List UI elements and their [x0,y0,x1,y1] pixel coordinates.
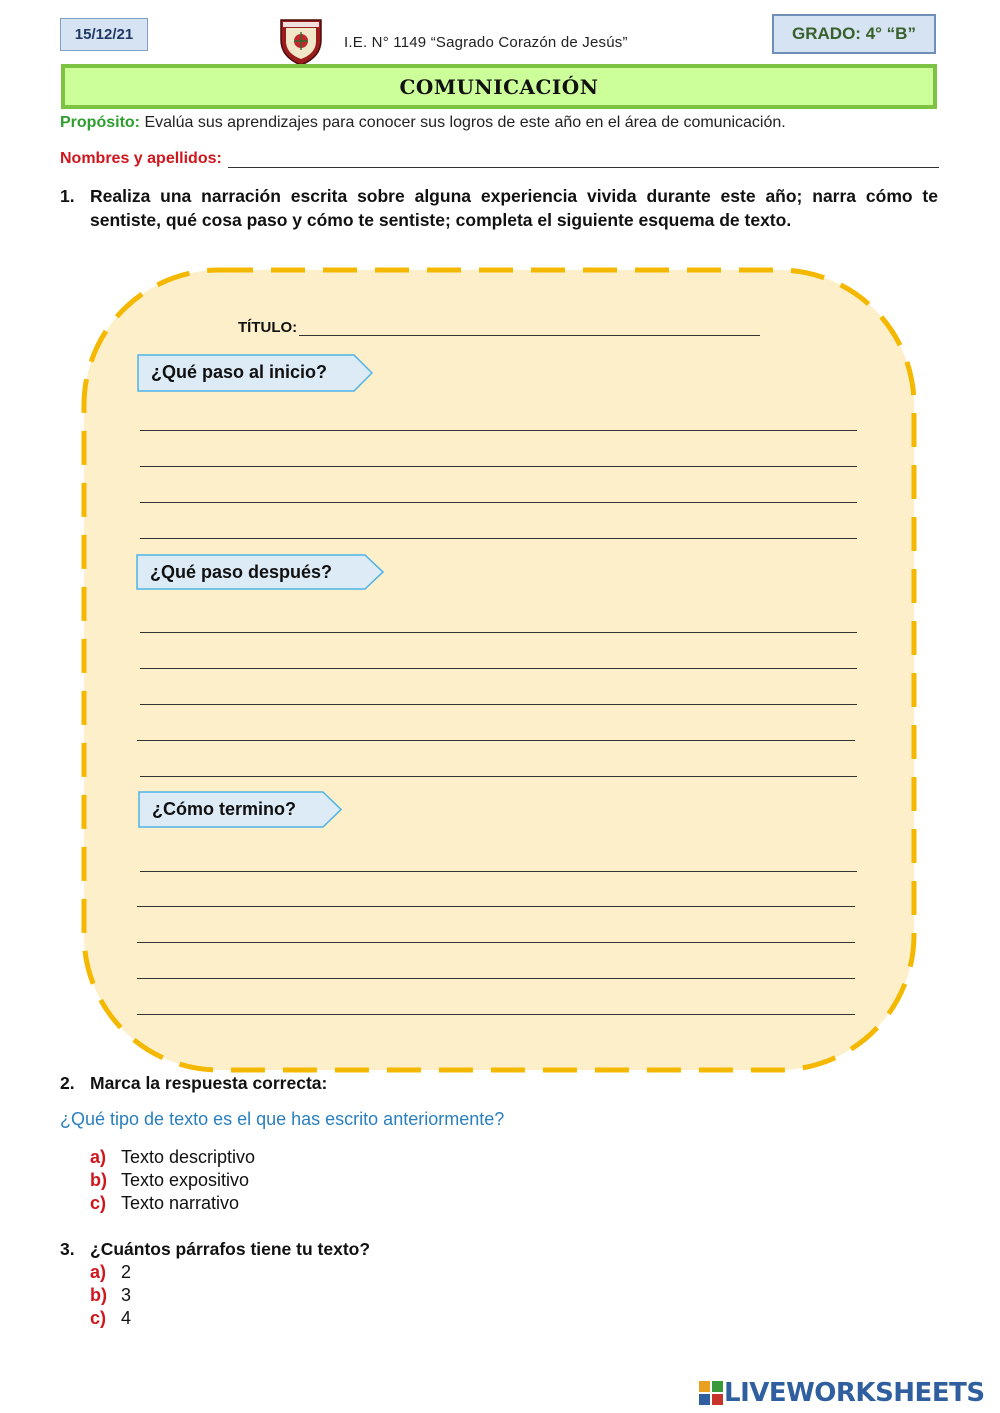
question-1 [60,185,938,232]
title-input-line[interactable] [299,321,760,336]
section-tag-despues-label: ¿Qué paso después? [150,562,333,582]
brand-name: LIVEWORKSHEETS [724,1378,985,1408]
writing-line[interactable] [137,1014,855,1015]
purpose-text: Evalúa sus aprendizajes para conocer sus logros de este año en el área de comunicación. [140,114,786,131]
purpose-label: Propósito: [60,114,140,131]
writing-line[interactable] [140,466,857,467]
liveworksheets-logo-icon [698,1380,724,1406]
names-field[interactable] [60,150,939,168]
question-3 [60,1239,370,1260]
writing-line[interactable] [140,668,857,669]
school-crest-icon [275,14,327,66]
option-c[interactable]: c) 4 [90,1308,132,1328]
subject-title: COMUNICACIÓN [61,64,937,109]
grade-box: GRADO: 4° “B” [772,14,936,54]
question-3-text: ¿Cuántos párrafos tiene tu texto? [90,1239,371,1259]
question-2-number: 2. [60,1073,75,1093]
section-tag-termino-label: ¿Cómo termino? [152,799,296,819]
section-tag-termino [138,791,342,828]
names-label: Nombres y apellidos: [60,150,222,167]
option-c[interactable]: c) Texto narrativo [90,1193,240,1213]
writing-line[interactable] [137,906,855,907]
writing-line[interactable] [140,704,857,705]
option-b[interactable]: b) 3 [90,1285,132,1305]
writing-line[interactable] [140,430,857,431]
writing-line[interactable] [137,942,855,943]
question-3-options [90,1261,131,1330]
writing-line[interactable] [140,871,857,872]
question-2 [60,1073,327,1094]
writing-line[interactable] [140,538,857,539]
liveworksheets-brand [698,1378,985,1408]
names-input-line[interactable] [228,153,939,168]
question-2-prompt: ¿Qué tipo de texto es el que has escrito anteriormente? [60,1109,505,1129]
school-name: I.E. N° 1149 “Sagrado Corazón de Jesús” [344,34,628,51]
section-tag-inicio-label: ¿Qué paso al inicio? [151,362,328,382]
title-field[interactable] [238,319,760,336]
purpose-line [60,114,786,132]
option-a[interactable]: a) 2 [90,1262,132,1282]
question-2-text: Marca la respuesta correcta: [90,1073,328,1093]
question-1-text: Realiza una narración escrita sobre alguna experiencia vivida durante este año; narra cómo te sentiste, qué cosa paso y cómo te sentiste; completa el siguiente esquema de texto. [90,186,938,230]
question-3-number: 3. [60,1239,75,1259]
writing-line[interactable] [140,632,857,633]
title-label: TÍTULO: [238,319,298,336]
section-tag-despues [136,554,384,590]
question-1-number: 1. [60,186,75,206]
date-box: 15/12/21 [60,18,148,51]
option-a[interactable]: a) Texto descriptivo [90,1147,256,1167]
question-2-options [90,1146,255,1215]
option-b[interactable]: b) Texto expositivo [90,1170,250,1190]
writing-line[interactable] [137,978,855,979]
section-tag-inicio [137,354,373,392]
writing-line[interactable] [140,502,857,503]
writing-line[interactable] [137,740,855,741]
writing-line[interactable] [140,776,857,777]
